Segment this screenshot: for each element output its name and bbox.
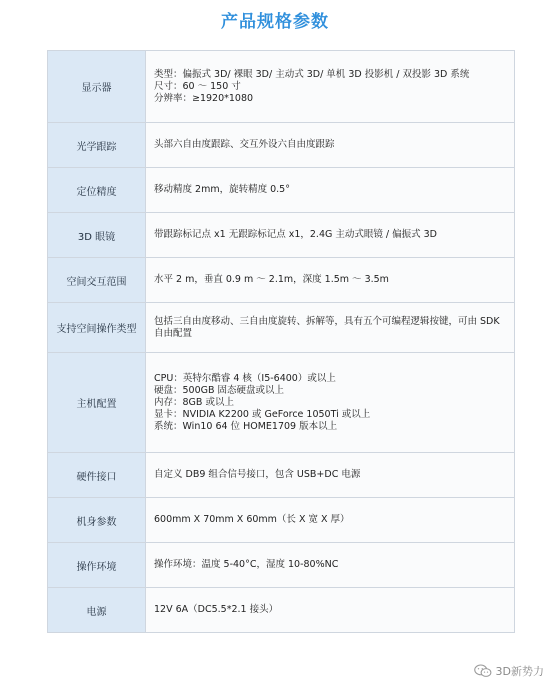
spec-line: 带跟踪标记点 x1 无跟踪标记点 x1，2.4G 主动式眼镜 / 偏振式 3D <box>154 229 438 240</box>
spec-row <box>48 303 515 353</box>
spec-line: 移动精度 2mm，旋转精度 0.5° <box>154 184 290 195</box>
spec-line: 类型：偏振式 3D/ 裸眼 3D/ 主动式 3D/ 单机 3D 投影机 / 双投影 3D 系统 <box>154 68 470 80</box>
spec-line: 头部六自由度跟踪、交互外设六自由度跟踪 <box>154 139 335 150</box>
spec-line: CPU：英特尔酷睿 4 核（I5-6400）或以上 <box>154 372 336 384</box>
spec-line: 包括三自由度移动、三自由度旋转、拆解等，具有五个可编程逻辑按键，可由 SDK 自由配置 <box>154 315 500 339</box>
spec-row <box>48 258 515 303</box>
spec-label: 支持空间操作类型 <box>48 303 146 353</box>
spec-row <box>48 498 515 543</box>
spec-value <box>146 543 515 588</box>
spec-value <box>146 51 515 123</box>
spec-label: 电源 <box>48 588 146 633</box>
spec-row <box>48 353 515 453</box>
spec-value <box>146 168 515 213</box>
spec-label: 光学跟踪 <box>48 123 146 168</box>
watermark <box>474 662 544 680</box>
spec-label: 操作环境 <box>48 543 146 588</box>
spec-label: 定位精度 <box>48 168 146 213</box>
spec-line: 操作环境：温度 5-40°C，湿度 10-80%NC <box>154 559 339 570</box>
spec-value <box>146 303 515 353</box>
spec-value <box>146 353 515 453</box>
spec-line: 分辨率：≥1920*1080 <box>154 92 254 104</box>
spec-line: 系统：Win10 64 位 HOME1709 版本以上 <box>154 420 338 432</box>
spec-row <box>48 453 515 498</box>
spec-line: 显卡：NVIDIA K2200 或 GeForce 1050Ti 或以上 <box>154 408 371 420</box>
spec-row <box>48 588 515 633</box>
spec-line: 尺寸：60 ～ 150 寸 <box>154 80 241 92</box>
spec-value <box>146 498 515 543</box>
spec-label: 空间交互范围 <box>48 258 146 303</box>
spec-label: 3D 眼镜 <box>48 213 146 258</box>
spec-line: 内存：8GB 或以上 <box>154 396 234 408</box>
spec-table <box>47 50 515 633</box>
spec-value <box>146 123 515 168</box>
spec-label: 主机配置 <box>48 353 146 453</box>
spec-row <box>48 168 515 213</box>
spec-line: 硬盘：500GB 固态硬盘或以上 <box>154 384 285 396</box>
spec-label: 硬件接口 <box>48 453 146 498</box>
spec-row <box>48 213 515 258</box>
spec-value <box>146 588 515 633</box>
spec-row <box>48 123 515 168</box>
spec-line: 水平 2 m，垂直 0.9 m ～ 2.1m，深度 1.5m ～ 3.5m <box>154 274 389 285</box>
spec-value <box>146 213 515 258</box>
spec-row <box>48 51 515 123</box>
wechat-icon <box>474 664 492 678</box>
spec-value <box>146 258 515 303</box>
spec-label: 显示器 <box>48 51 146 123</box>
spec-row <box>48 543 515 588</box>
spec-line: 600mm X 70mm X 60mm（长 X 宽 X 厚） <box>154 514 350 525</box>
spec-line: 12V 6A（DC5.5*2.1 接头） <box>154 604 279 615</box>
page-title: 产品规格参数 <box>221 12 329 32</box>
watermark-text: 3D新势力 <box>495 665 544 678</box>
spec-label: 机身参数 <box>48 498 146 543</box>
spec-line: 自定义 DB9 组合信号接口，包含 USB+DC 电源 <box>154 469 361 480</box>
spec-value <box>146 453 515 498</box>
